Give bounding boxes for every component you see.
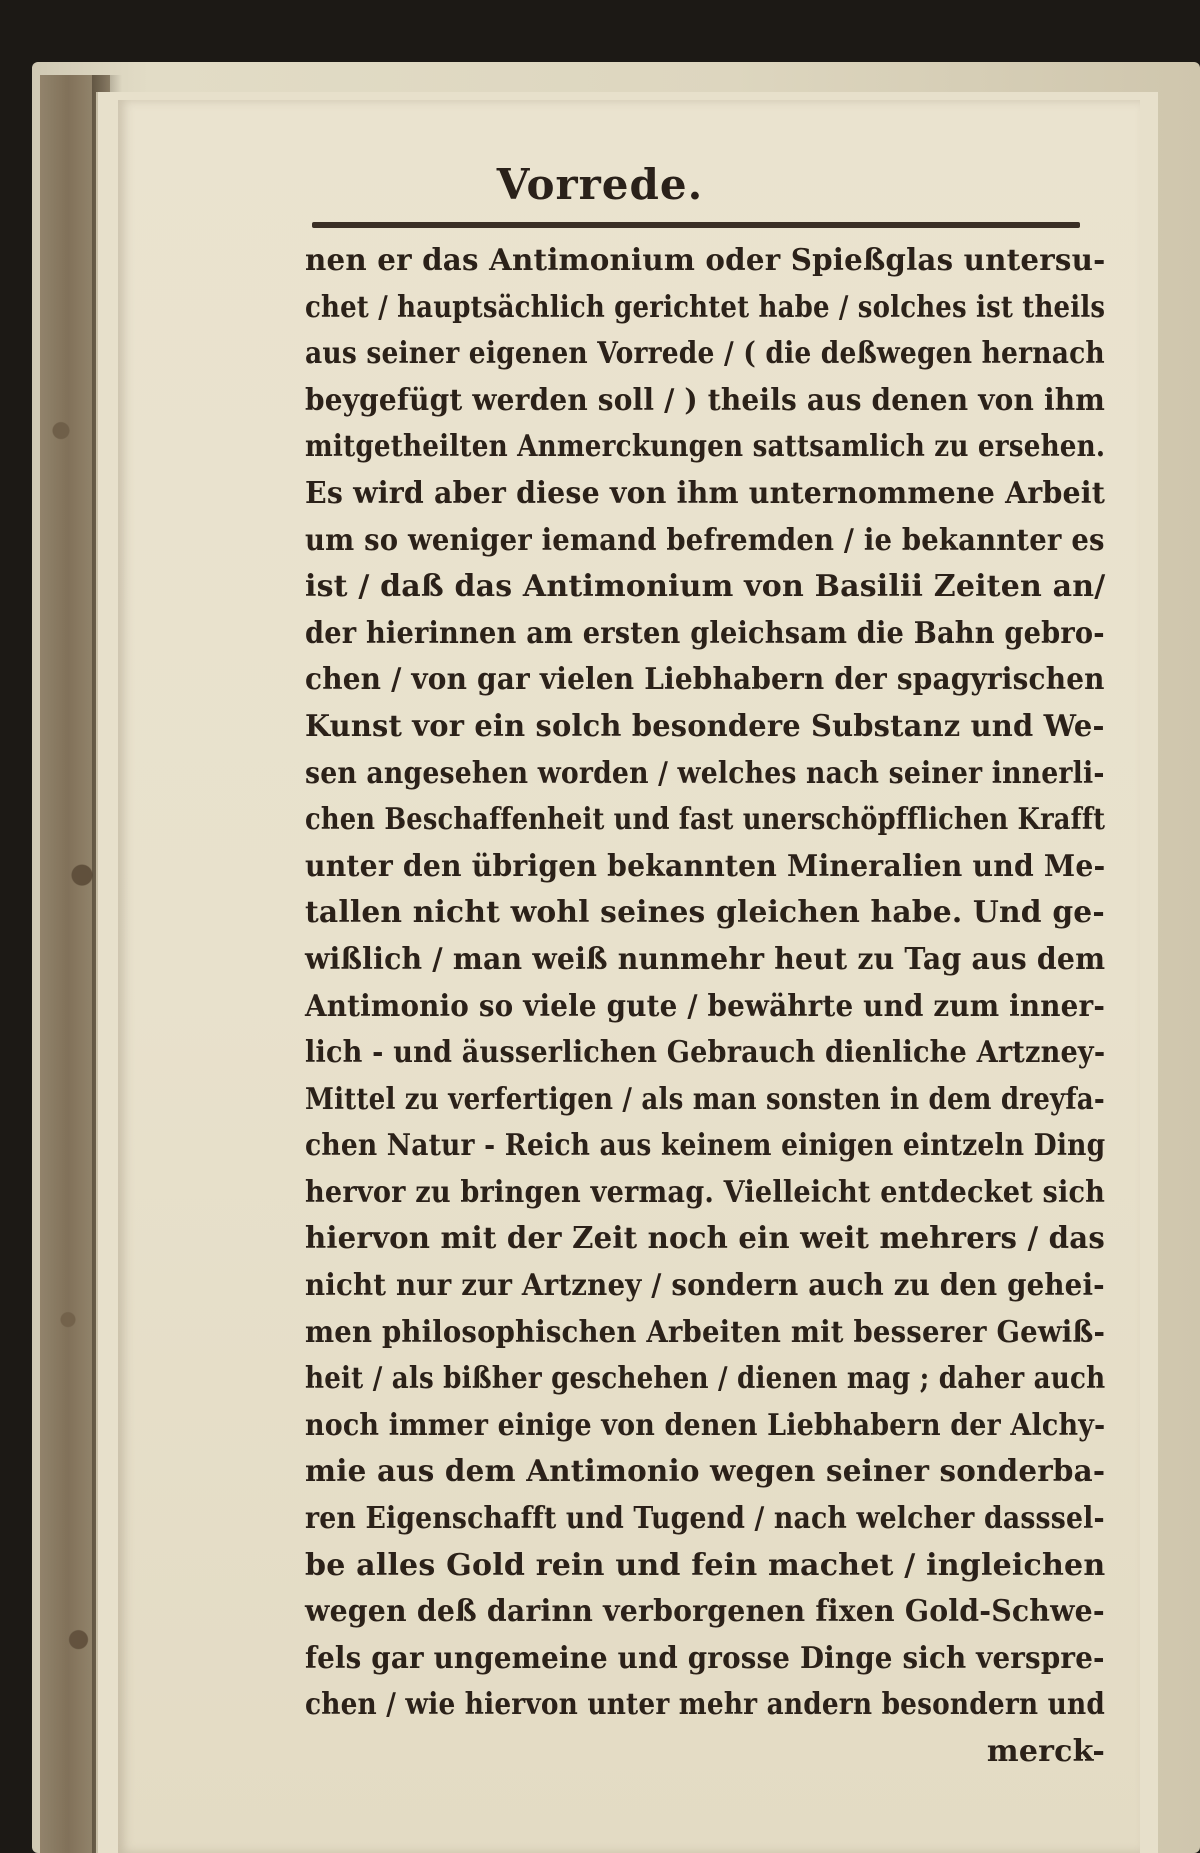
text-line: um so weniger iemand befremden / ie bekannter es [305, 522, 1105, 558]
text-line: wißlich / man weiß nunmehr heut zu Tag aus dem [305, 941, 1106, 977]
text-line: unter den übrigen bekannten Mineralien und Me- [305, 848, 1106, 884]
header-rule [312, 222, 1080, 228]
text-line: nen er das Antimonium oder Spießglas untersu- [305, 243, 1106, 278]
text-line: chen / wie hiervon unter mehr andern besondern und [305, 1687, 1105, 1723]
text-line: fels gar ungemeine und grosse Dinge sich verspre- [305, 1640, 1105, 1676]
text-line: sen angesehen worden / welches nach seiner innerli- [305, 755, 1105, 791]
text-line: tallen nicht wohl seines gleichen habe. Und ge- [305, 895, 1105, 931]
running-head: Vorrede. [496, 160, 704, 209]
text-line: noch immer einige von denen Liebhabern der Alchy- [305, 1407, 1106, 1443]
text-line: aus seiner eigenen Vorrede / ( die deßwegen hernach [305, 336, 1105, 372]
catchword: merck- [986, 1734, 1105, 1769]
text-line: chet / hauptsächlich gerichtet habe / solches ist theils [305, 289, 1106, 325]
body-text [305, 238, 1105, 1776]
text-line: nicht nur zur Artzney / sondern auch zu den gehei- [305, 1268, 1105, 1304]
text-line: hervor zu bringen vermag. Vielleicht entdecket sich [305, 1174, 1106, 1210]
text-line: Antimonio so viele gute / bewährte und zum inner- [305, 988, 1106, 1024]
text-line: lich - und äusserlichen Gebrauch dienliche Artzney- [305, 1035, 1106, 1071]
text-line: chen Natur - Reich aus keinem einigen eintzeln Ding [305, 1128, 1106, 1164]
text-line: der hierinnen am ersten gleichsam die Bahn gebro- [305, 615, 1105, 651]
text-line: Kunst vor ein solch besondere Substanz und We- [305, 708, 1105, 744]
text-line: mitgetheilten Anmerckungen sattsamlich zu ersehen. [305, 429, 1106, 465]
text-line: ren Eigenschafft und Tugend / nach welcher dasssel- [305, 1501, 1105, 1537]
text-line: ist / daß das Antimonium von Basilii Zeiten an/ [305, 569, 1106, 605]
text-line: Mittel zu verfertigen / als man sonsten in dem dreyfa- [305, 1081, 1105, 1117]
text-line: chen Beschaffenheit und fast unerschöpfflichen Krafft [305, 802, 1106, 838]
text-line: hiervon mit der Zeit noch ein weit mehrers / das [305, 1221, 1105, 1257]
text-line: be alles Gold rein und fein machet / ingleichen [305, 1547, 1106, 1583]
text-line: heit / als bißher geschehen / dienen mag ; daher auch [305, 1361, 1106, 1397]
text-line: beygefügt werden soll / ) theils aus denen von ihm [305, 382, 1106, 418]
text-line: mie aus dem Antimonio wegen seiner sonderba- [305, 1454, 1106, 1490]
text-line: men philosophischen Arbeiten mit besserer Gewiß- [305, 1314, 1106, 1350]
text-line: wegen deß darinn verborgenen fixen Gold-Schwe- [305, 1594, 1105, 1630]
text-line: chen / von gar vielen Liebhabern der spagyrischen [305, 662, 1105, 698]
text-line: Es wird aber diese von ihm unternommene Arbeit [305, 475, 1106, 511]
